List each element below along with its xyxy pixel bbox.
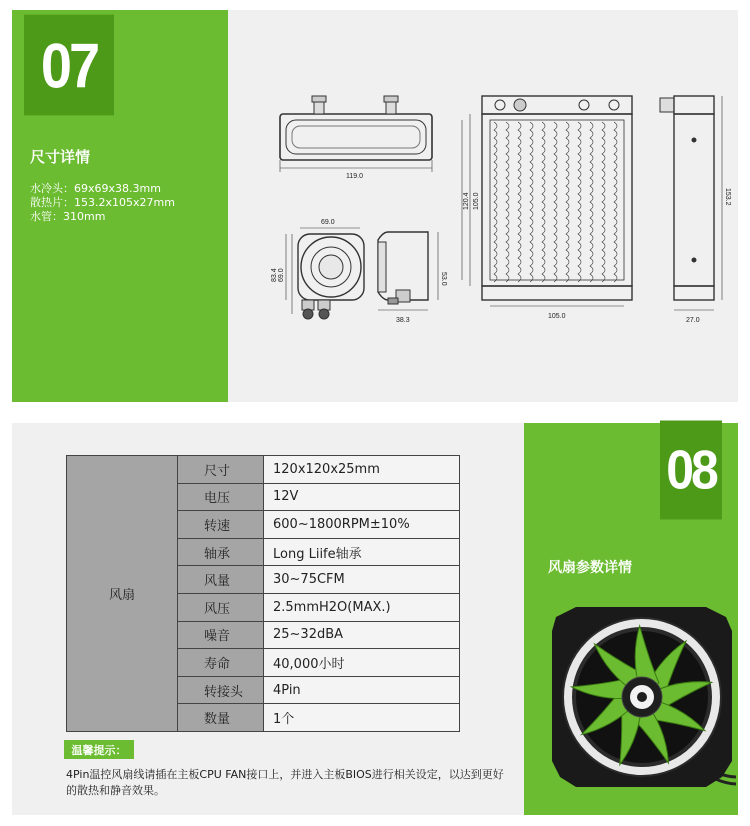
table-value-cell: 1个 (264, 704, 460, 732)
fan-image (546, 601, 736, 801)
table-row (67, 456, 460, 484)
pump-front-view (286, 228, 364, 319)
spec-tube: 水管：310mm (30, 210, 106, 223)
fan-info-panel (524, 423, 738, 815)
dim-pump-side-height: 53.0 (440, 272, 447, 286)
radiator-fin (566, 122, 569, 282)
radiator-side-view (660, 96, 722, 310)
table-key-cell: 噪音 (178, 621, 264, 649)
fan-spec-table (66, 455, 460, 732)
table-value-cell: 600~1800RPM±10% (264, 511, 460, 539)
pump-side-view (378, 232, 438, 310)
dim-rad-width: 105.0 (548, 313, 566, 320)
radiator-fin (518, 122, 521, 282)
fan-title: 风扇参数详情 (548, 560, 632, 576)
table-key-cell: 数量 (178, 704, 264, 732)
table-value-cell: 120x120x25mm (264, 456, 460, 484)
table-key-cell: 风压 (178, 593, 264, 621)
radiator-fin (590, 122, 593, 282)
table-value-cell: 4Pin (264, 676, 460, 704)
table-value-cell: Long Liife轴承 (264, 538, 460, 566)
radiator-fin (530, 122, 533, 282)
dim-pump-height-b: 83.4 (271, 268, 278, 282)
radiator-fin (554, 122, 557, 282)
tip-badge: 温馨提示： (64, 740, 134, 759)
dim-rad-height-a: 120.4 (463, 192, 470, 210)
radiator-fin (506, 122, 509, 282)
dim-pump-width: 69.0 (321, 219, 335, 226)
table-key-cell: 风量 (178, 566, 264, 594)
table-value-cell: 25~32dBA (264, 621, 460, 649)
radiator-fin (542, 122, 545, 282)
table-group-label: 风扇 (67, 456, 178, 732)
dim-rad-depth: 27.0 (686, 317, 700, 324)
water-block-top-view (280, 96, 432, 172)
table-key-cell: 寿命 (178, 649, 264, 677)
table-key-cell: 转速 (178, 511, 264, 539)
spec-water-block: 水冷头：69x69x38.3mm (30, 182, 161, 195)
table-value-cell: 40,000小时 (264, 649, 460, 677)
dimension-section (12, 10, 738, 402)
table-key-cell: 转接头 (178, 676, 264, 704)
table-value-cell: 2.5mmH2O(MAX.) (264, 593, 460, 621)
fan-section (12, 423, 738, 815)
radiator-fin (578, 122, 581, 282)
technical-drawing (228, 10, 738, 402)
dim-block-width: 119.0 (346, 173, 363, 180)
dim-rad-total-height: 153.2 (724, 188, 731, 206)
section-number-07: 07 (24, 15, 114, 116)
spec-radiator: 散热片：153.2x105x27mm (30, 196, 175, 209)
radiator-front-view (462, 96, 632, 306)
dim-rad-height-b: 105.0 (473, 192, 480, 210)
radiator-fin (602, 122, 605, 282)
table-value-cell: 12V (264, 483, 460, 511)
dim-pump-side-depth: 38.3 (396, 317, 410, 324)
table-value-cell: 30~75CFM (264, 566, 460, 594)
section-number-08: 08 (660, 421, 722, 520)
radiator-fin (494, 122, 497, 282)
dimension-info-panel (12, 10, 228, 402)
table-key-cell: 电压 (178, 483, 264, 511)
table-key-cell: 轴承 (178, 538, 264, 566)
dim-pump-height-a: 69.0 (278, 268, 285, 282)
table-key-cell: 尺寸 (178, 456, 264, 484)
tip-text: 4Pin温控风扇线请插在主板CPU FAN接口上，并进入主板BIOS进行相关设定，以达到更好的散热和静音效果。 (66, 768, 504, 797)
radiator-fin (614, 122, 617, 282)
dimension-title: 尺寸详情 (30, 148, 91, 166)
